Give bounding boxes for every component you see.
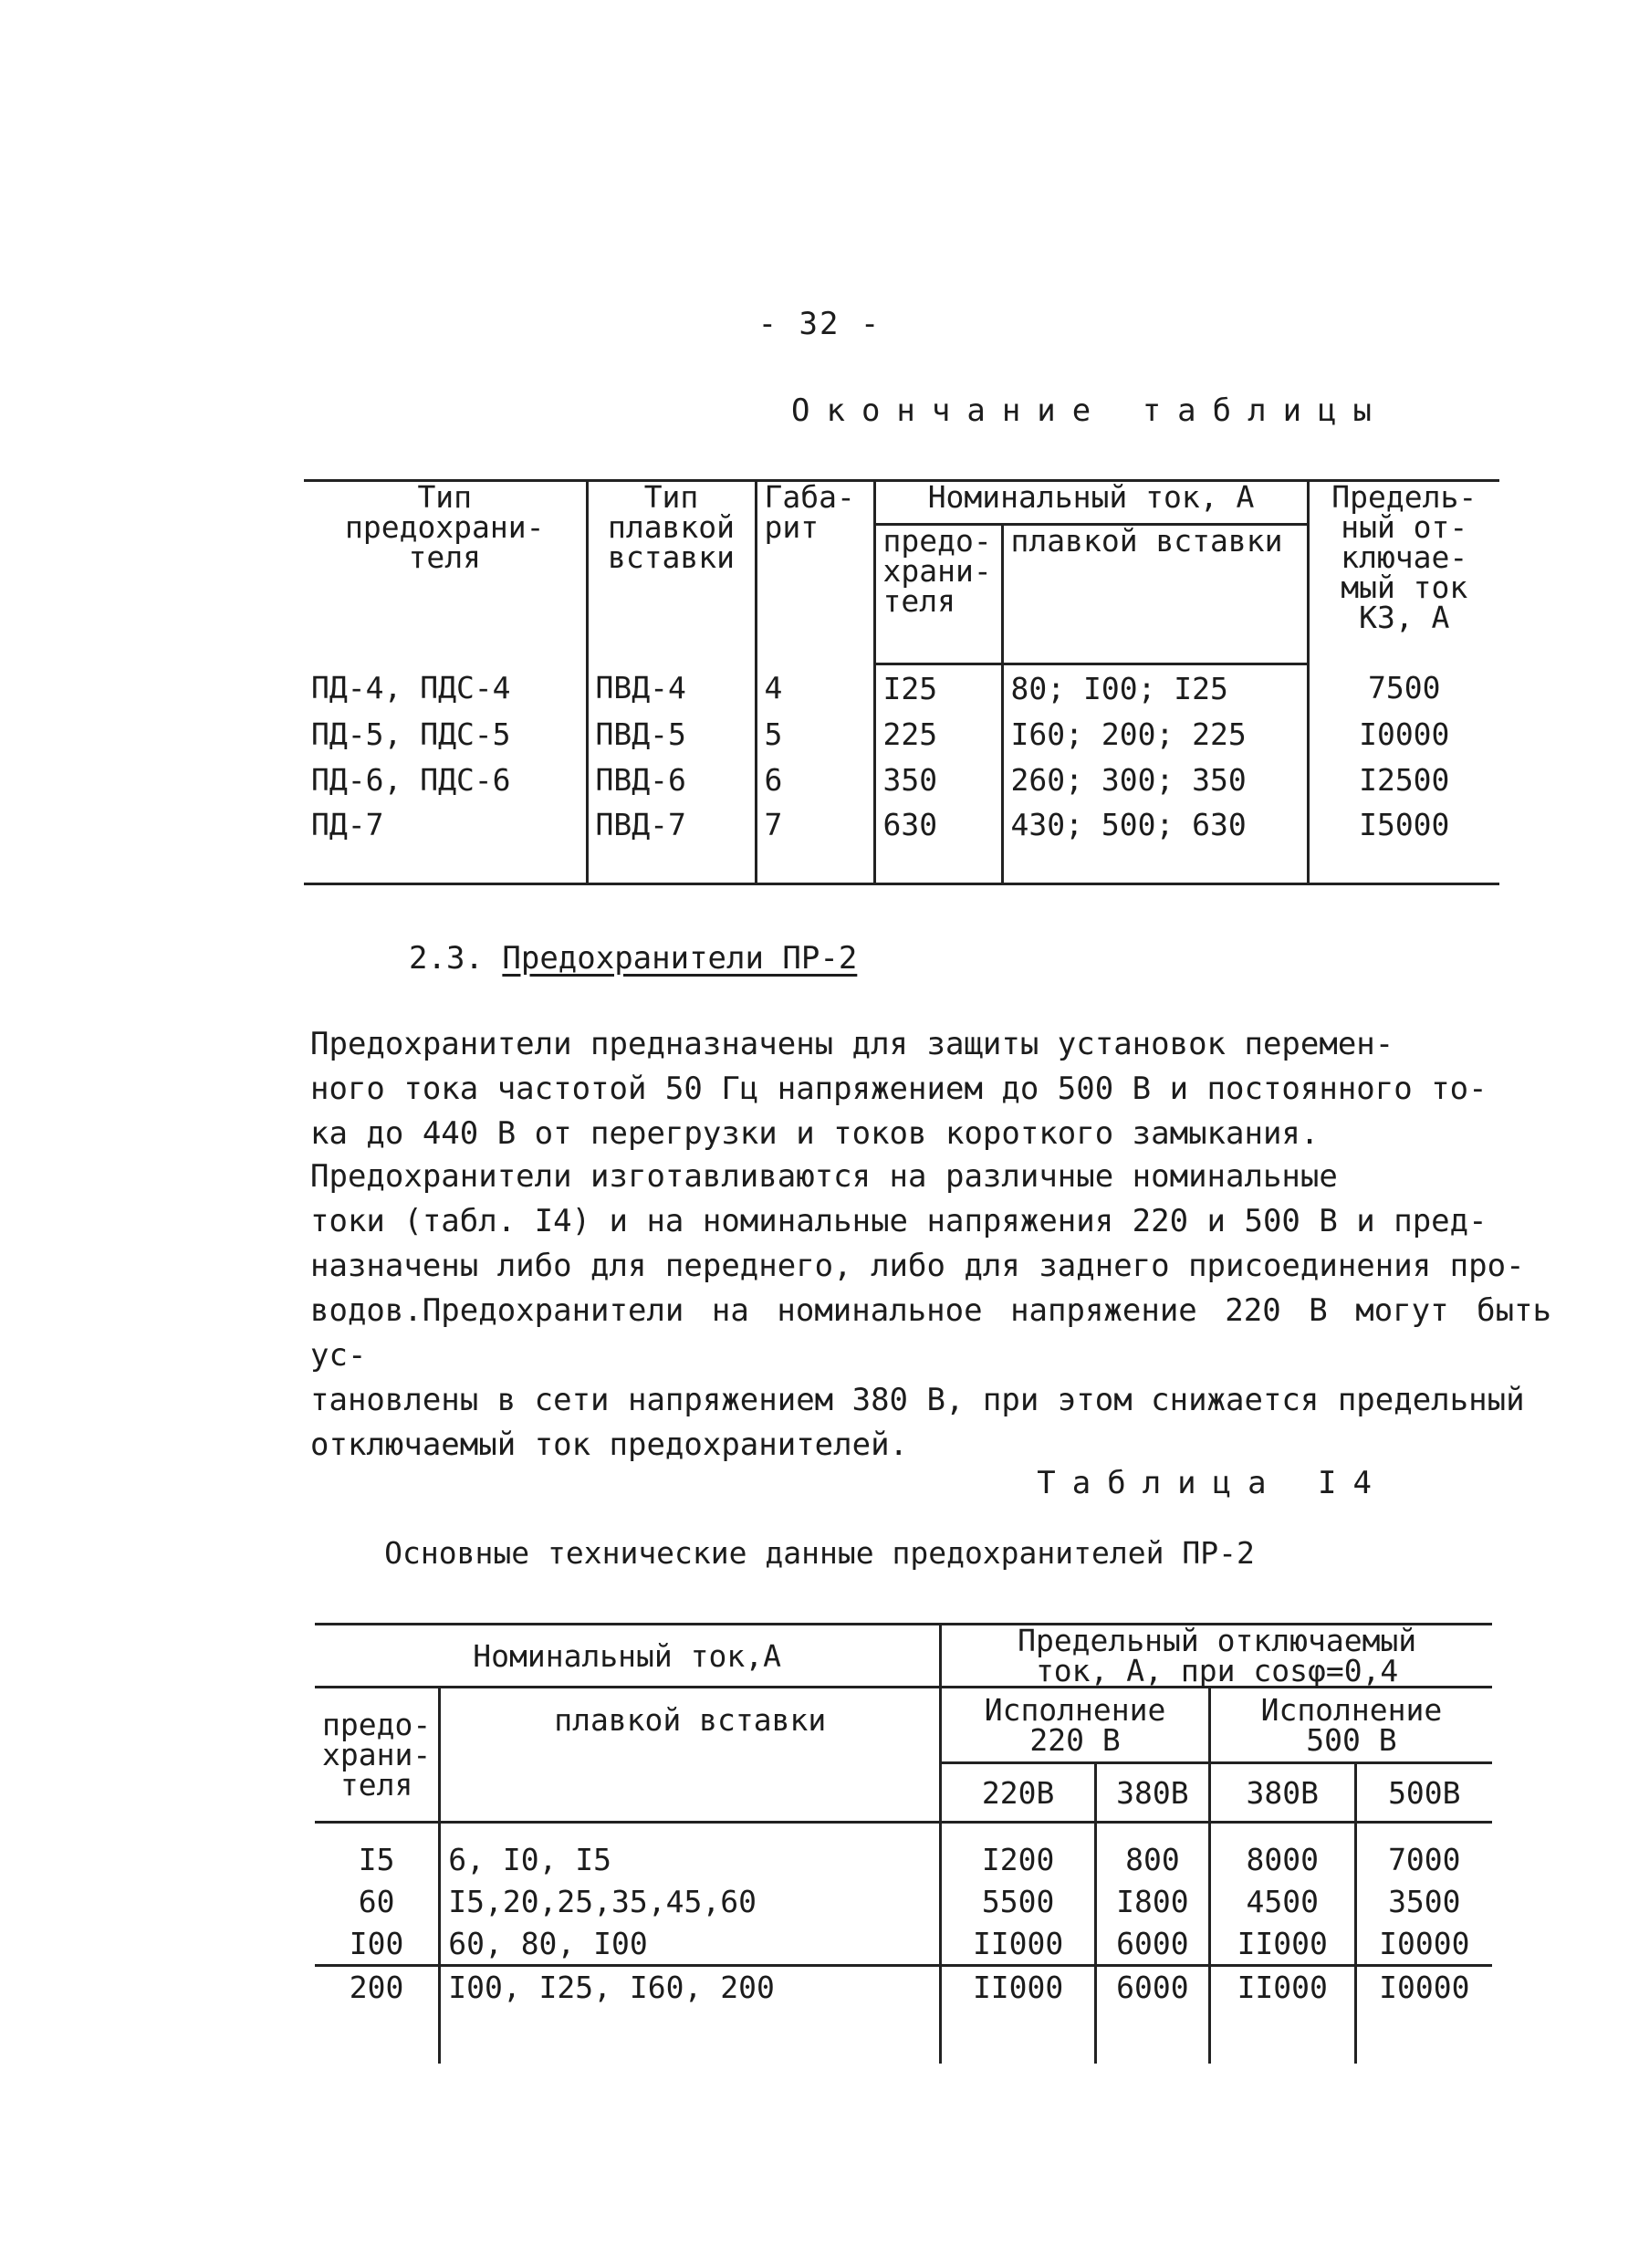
cell-size: 5: [756, 711, 874, 757]
cell-link-type: ПВД-6: [587, 757, 756, 802]
table14-label: Таблица I4: [1037, 1465, 1388, 1501]
paragraph: Предохранители изготавливаются на различные номинальные токи (табл. I4) и на номинальные напряжения 220 и 500 В и пред- назначены либо для переднего, либо для заднего присоединения про- водов.Предохранители на номинальное напряжение 220 В могут быть ус- тановлены в сети напряжением 380 В, при этом снижается предельный отключаемый ток предохранителей.: [310, 1158, 1551, 1463]
cell-link-type: ПВД-7: [587, 802, 756, 884]
cell-v500-500: 7000: [1355, 1823, 1492, 1881]
table-row: [315, 1966, 1492, 2064]
cell-v500-380: 4500: [1209, 1880, 1355, 1922]
section-number: 2.3.: [409, 940, 484, 977]
header-version-500: Исполнение 500 В: [1209, 1688, 1492, 1763]
header-rated-fuse: предо- храни- теля: [315, 1688, 440, 1823]
table-row: [304, 757, 1499, 802]
table14-title: Основные технические данные предохранителей ПР-2: [384, 1535, 1255, 1571]
cell-rated-link: I00, I25, I60, 200: [440, 1966, 941, 2064]
cell-rated-fuse: I25: [874, 664, 1002, 712]
table-row: [315, 1823, 1492, 1881]
cell-v220-380: 800: [1095, 1823, 1209, 1881]
cell-size: 4: [756, 664, 874, 712]
cell-v500-500: I0000: [1355, 1966, 1492, 2064]
cell-fuse-type: ПД-7: [304, 802, 587, 884]
header-rated-fuse: предо- храни- теля: [874, 525, 1002, 664]
cell-v220-220: I200: [941, 1823, 1096, 1881]
cell-breaking: I0000: [1308, 711, 1499, 757]
cell-rated-fuse: 200: [315, 1966, 440, 2064]
table14: [315, 1623, 1492, 2064]
cell-rated-fuse: I5: [315, 1823, 440, 1881]
cell-v500-380: II000: [1209, 1966, 1355, 2064]
cell-v500-500: 3500: [1355, 1880, 1492, 1922]
cell-rated-link: I5,20,25,35,45,60: [440, 1880, 941, 1922]
header-v220-220: 220В: [941, 1763, 1096, 1823]
cell-fuse-type: ПД-4, ПДС-4: [304, 664, 587, 712]
header-rated-current: Номинальный ток,А: [315, 1625, 941, 1688]
header-v220-380: 380В: [1095, 1763, 1209, 1823]
table13-caption: Окончание таблицы: [791, 392, 1388, 429]
cell-v220-220: 5500: [941, 1880, 1096, 1922]
header-fuse-type: Тип предохрани- теля: [304, 481, 587, 664]
cell-fuse-type: ПД-6, ПДС-6: [304, 757, 587, 802]
cell-rated-fuse: 350: [874, 757, 1002, 802]
header-breaking-current: Предельный отключаемый ток, А, при cosφ=0,4: [941, 1625, 1492, 1688]
cell-v220-380: I800: [1095, 1880, 1209, 1922]
cell-v220-220: II000: [941, 1966, 1096, 2064]
cell-rated-fuse: 225: [874, 711, 1002, 757]
cell-rated-link: 430; 500; 630: [1002, 802, 1308, 884]
cell-rated-link: 260; 300; 350: [1002, 757, 1308, 802]
header-breaking-current: Предель- ный от- ключае- мый ток КЗ, А: [1308, 481, 1499, 664]
cell-size: 7: [756, 802, 874, 884]
cell-rated-link: 60, 80, I00: [440, 1922, 941, 1966]
table-row: [304, 711, 1499, 757]
header-rated-link: плавкой вставки: [1002, 525, 1308, 664]
cell-rated-link: 80; I00; I25: [1002, 664, 1308, 712]
header-v500-380: 380В: [1209, 1763, 1355, 1823]
section-title: Предохранители ПР-2: [502, 940, 858, 977]
header-size: Габа- рит: [756, 481, 874, 664]
cell-v220-380: 6000: [1095, 1966, 1209, 2064]
cell-v500-500: I0000: [1355, 1922, 1492, 1966]
page-number: - 32 -: [757, 306, 882, 342]
cell-rated-link: 6, I0, I5: [440, 1823, 941, 1881]
table-row: [315, 1880, 1492, 1922]
paragraph: Предохранители предназначены для защиты установок перемен- ного тока частотой 50 Гц напряжением до 500 В и постоянного то- ка до 440 В от перегрузки и токов короткого замыкания.: [310, 1026, 1488, 1152]
cell-rated-fuse: 630: [874, 802, 1002, 884]
table-row: [315, 1922, 1492, 1966]
cell-breaking: I2500: [1308, 757, 1499, 802]
cell-rated-fuse: I00: [315, 1922, 440, 1966]
header-rated-current: Номинальный ток, А: [874, 481, 1308, 525]
cell-v220-220: II000: [941, 1922, 1096, 1966]
header-version-220: Исполнение 220 В: [941, 1688, 1210, 1763]
table-row: [304, 802, 1499, 884]
cell-rated-fuse: 60: [315, 1880, 440, 1922]
header-v500-500: 500В: [1355, 1763, 1492, 1823]
cell-size: 6: [756, 757, 874, 802]
cell-link-type: ПВД-4: [587, 664, 756, 712]
header-link-type: Тип плавкой вставки: [587, 481, 756, 664]
cell-breaking: 7500: [1308, 664, 1499, 712]
cell-breaking: I5000: [1308, 802, 1499, 884]
table-row: [304, 664, 1499, 712]
header-rated-link: плавкой вставки: [440, 1688, 941, 1823]
section-heading: [409, 940, 857, 977]
cell-v500-380: II000: [1209, 1922, 1355, 1966]
cell-rated-link: I60; 200; 225: [1002, 711, 1308, 757]
cell-v220-380: 6000: [1095, 1922, 1209, 1966]
table13: [304, 479, 1499, 885]
cell-v500-380: 8000: [1209, 1823, 1355, 1881]
cell-link-type: ПВД-5: [587, 711, 756, 757]
cell-fuse-type: ПД-5, ПДС-5: [304, 711, 587, 757]
